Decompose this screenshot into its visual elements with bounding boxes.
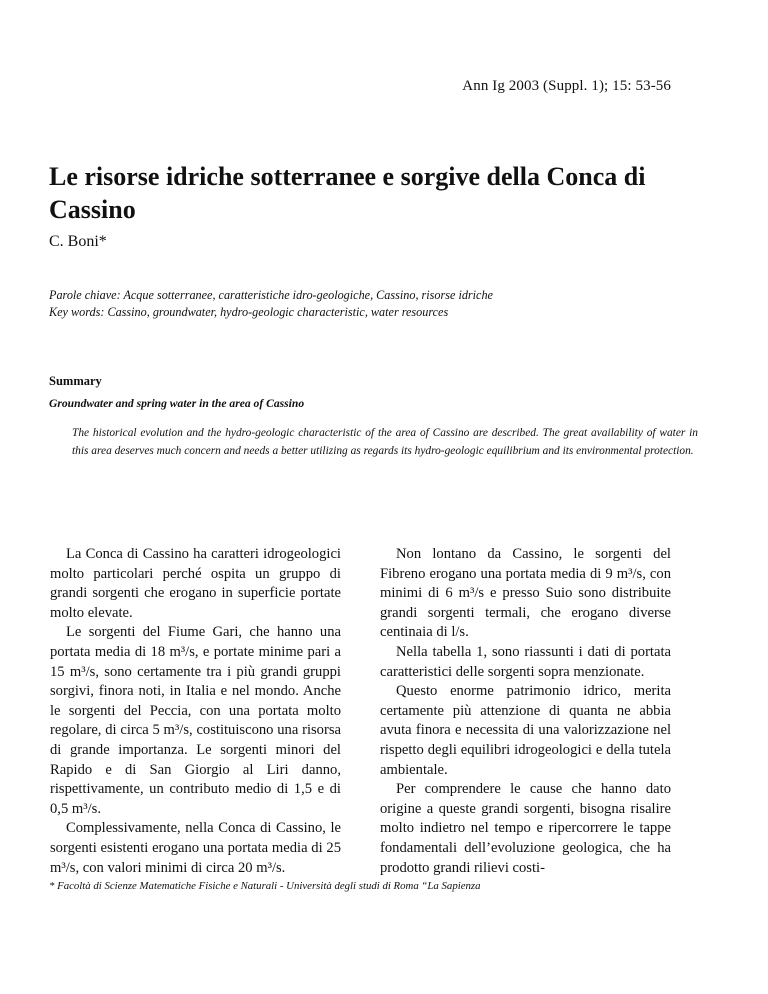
body-paragraph: La Conca di Cassino ha caratteri idrogeologici molto particolari perché ospita un gruppo di grandi sorgenti che erogano in superficie portate molto elevate. <box>50 546 341 621</box>
article-author: C. Boni* <box>49 233 107 250</box>
summary-heading: Summary <box>49 374 102 388</box>
keywords-block <box>49 287 729 321</box>
article-title: Le risorse idriche sotterranee e sorgive della Conca di Cassino <box>49 162 646 224</box>
summary-subtitle: Groundwater and spring water in the area of Cassino <box>49 397 305 410</box>
english-keywords: Key words: Cassino, groundwater, hydro-geologic characteristic, water resources <box>49 305 449 319</box>
body-paragraph: Non lontano da Cassino, le sorgenti del Fibreno erogano una portata media di 9 m³/s, con minimi di 6 m³/s e presso Suio sono distribuite grandi sorgenti termali, che erogano diverse centinaia di l/s. <box>380 546 671 641</box>
abstract-text: The historical evolution and the hydro-geologic characteristic of the area of Cassino are described. The great availability of water in this area deserves much concern and needs a better utilizing as regards its hydro-geologic equilibrium and its environmental protection. <box>72 427 698 457</box>
body-paragraph: Per comprendere le cause che hanno dato origine a queste grandi sorgenti, bisogna risalire molto indietro nel tempo e ripercorrere le tappe fondamentali dell’evoluzione geologica, che ha prodotto grandi rilievi costi- <box>380 781 671 876</box>
body-paragraph: Nella tabella 1, sono riassunti i dati di portata caratteristici delle sorgenti sopra menzionate. <box>380 643 671 680</box>
body-column-left <box>50 545 341 878</box>
body-paragraph: Questo enorme patrimonio idrico, merita certamente più attenzione di quanta ne abbia avuta finora e necessita di una valorizzazione nel rispetto degli equilibri idrogeologici e della tutela ambientale. <box>380 683 671 778</box>
body-column-right <box>380 545 671 878</box>
body-paragraph: Le sorgenti del Fiume Gari, che hanno una portata media di 18 m³/s, e portate minime pari a 15 m³/s, sono certamente tra i più grandi gruppi sorgivi, finora noti, in Italia e nel mondo. Anche le sorgenti del Peccia, con una portata molto regolare, di circa 5 m³/s, costituiscono una risorsa di grande importanza. Le sorgenti minori del Rapido e di San Giorgio al Liri danno, rispettivamente, un contributo medio di 1,5 e di 0,5 m³/s. <box>50 624 341 817</box>
body-paragraph: Complessivamente, nella Conca di Cassino, le sorgenti esistenti erogano una portata media di 25 m³/s, con valori minimi di circa 20 m³/s. <box>50 820 341 876</box>
italian-keywords: Parole chiave: Acque sotterranee, caratteristiche idro-geologiche, Cassino, risorse idriche <box>49 288 493 302</box>
journal-citation: Ann Ig 2003 (Suppl. 1); 15: 53-56 <box>462 78 671 94</box>
affiliation-footnote: * Facoltà di Scienze Matematiche Fisiche e Naturali - Università degli studi di Roma “La Sapienza <box>49 880 481 892</box>
